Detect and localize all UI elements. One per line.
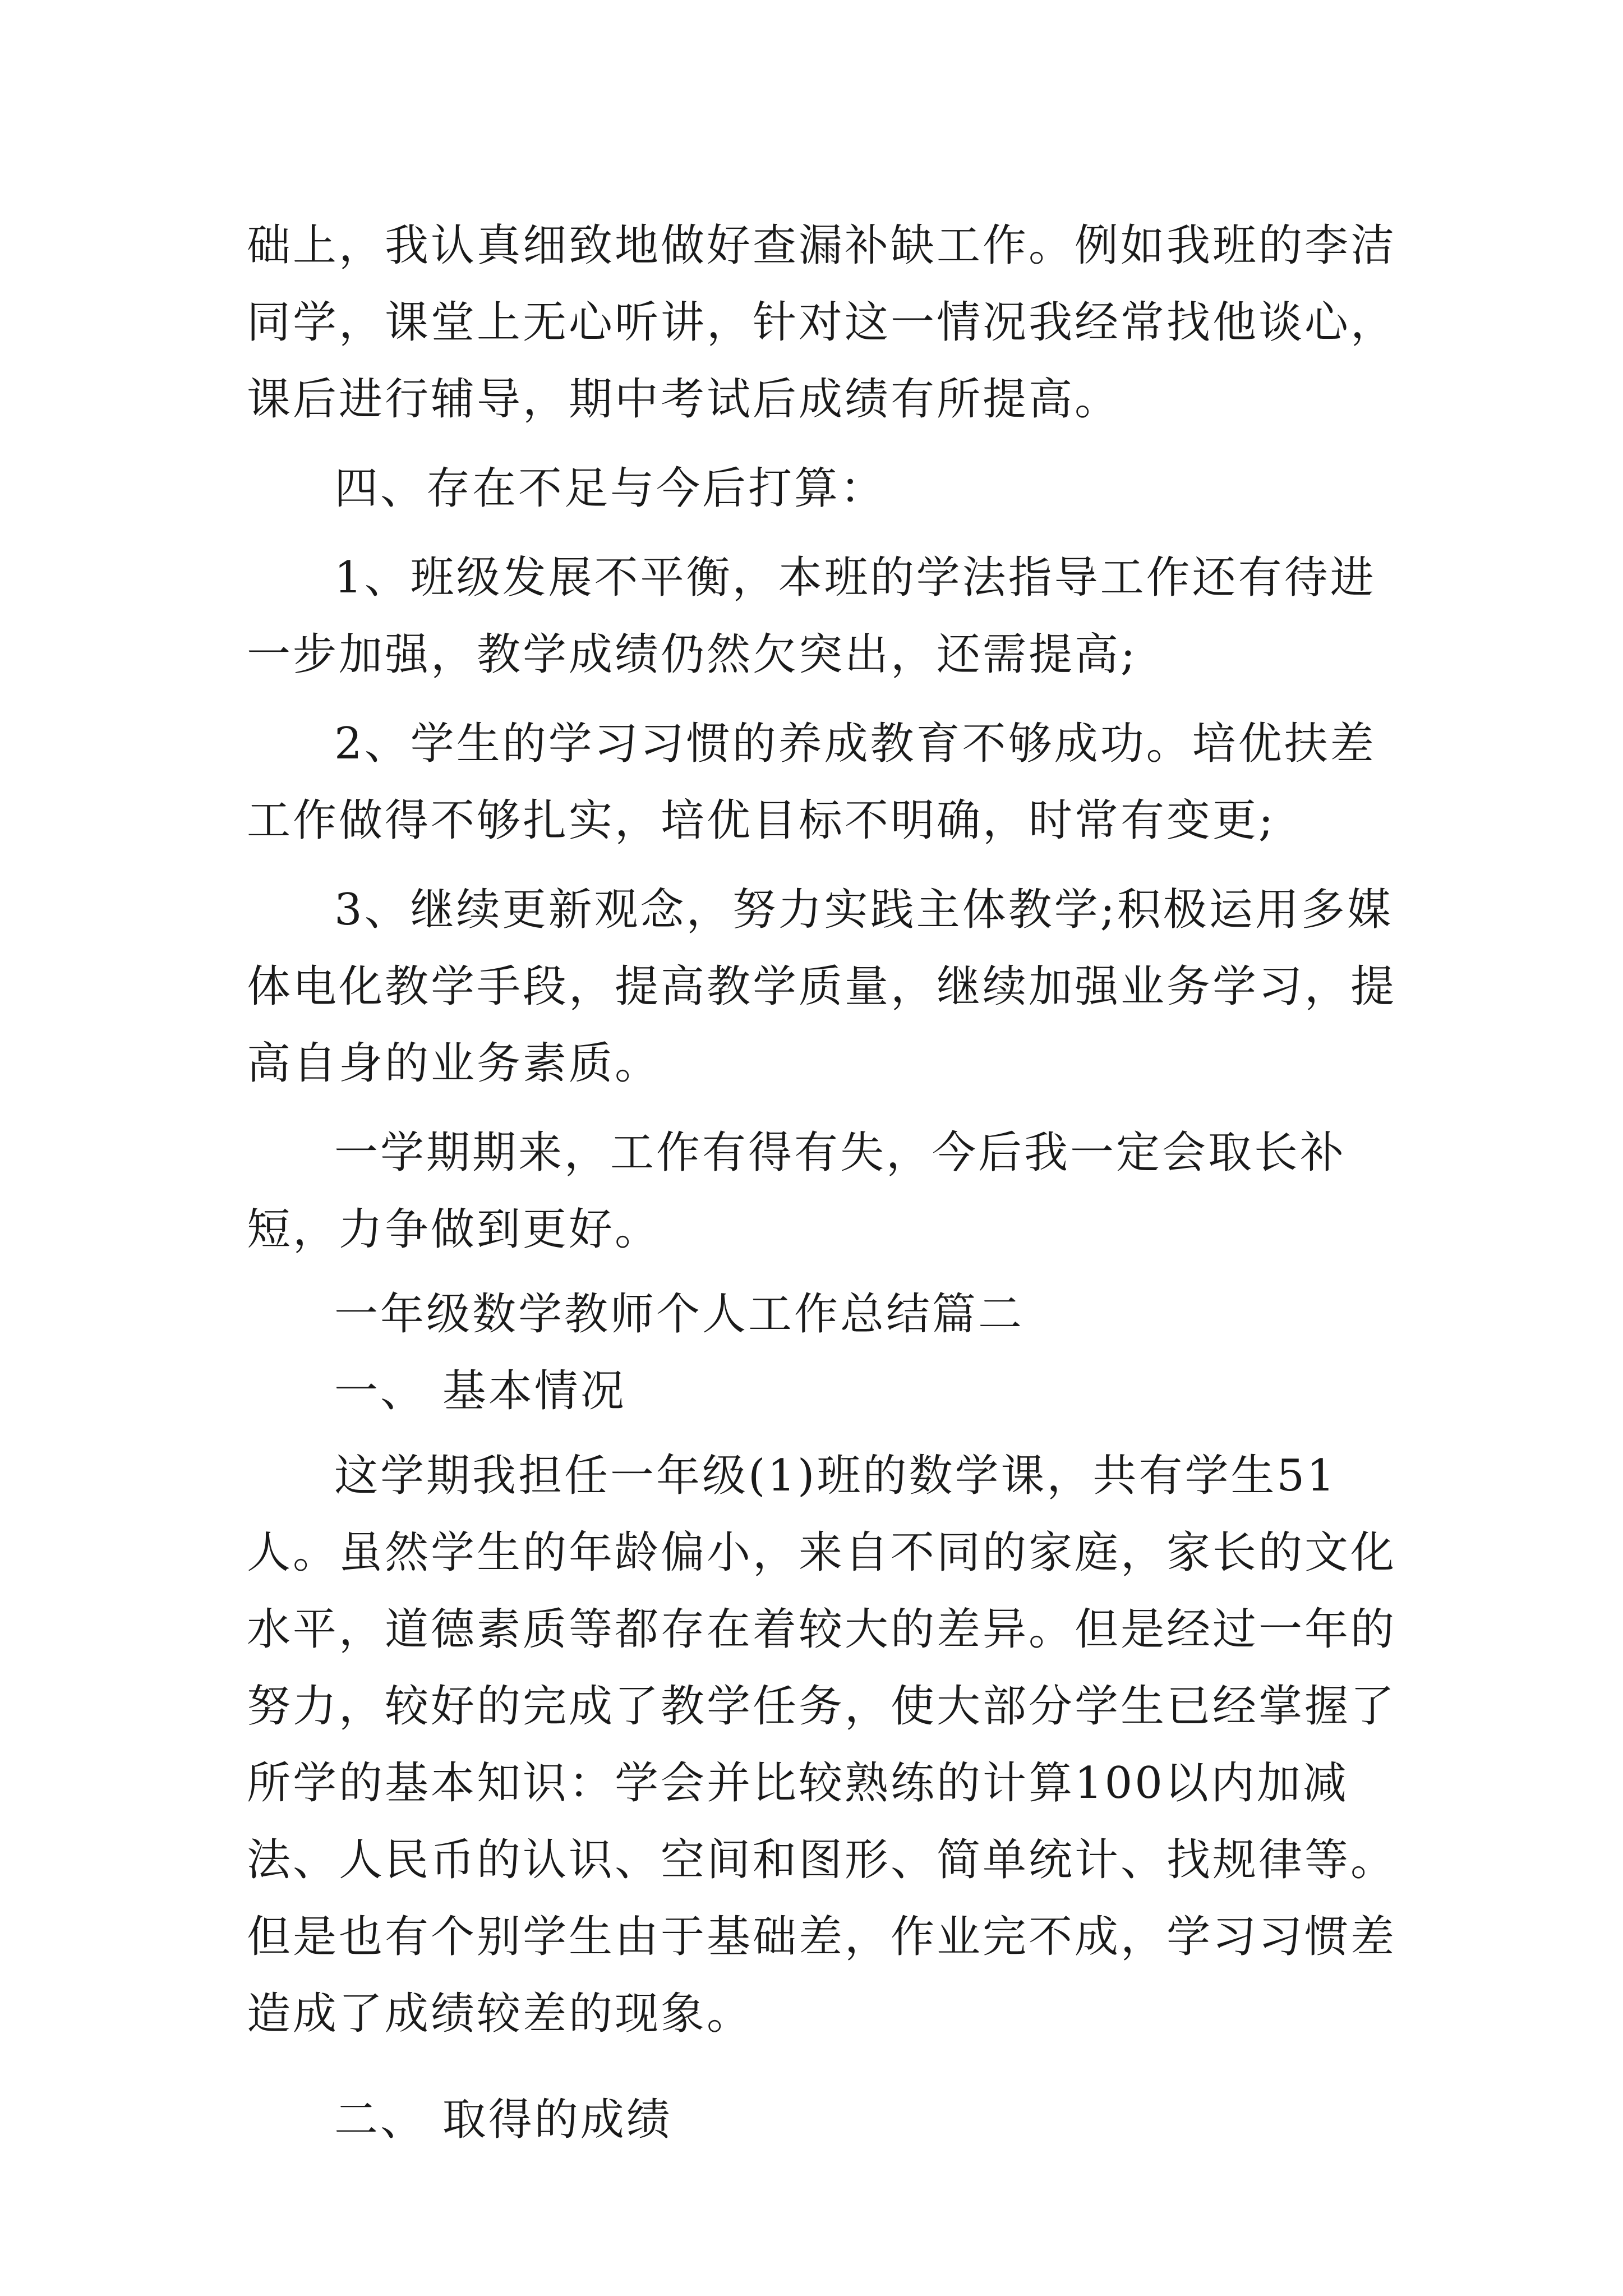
document-page <box>247 208 1396 2159</box>
article-title: 一年级数学教师个人工作总结篇二 <box>334 1289 1025 1340</box>
body-paragraph: 这学期我担任一年级(1)班的数学课，共有学生51人。虽然学生的年龄偏小，来自不同的家庭，家长的文化水平，道德素质等都存在着较大的差异。但是经过一年的努力，较好的完成了教学任务，使大部分学生已经掌握了所学的基本知识：学会并比较熟练的计算100以内加减法、人民币的认识、空间和图形、简单统计、找规律等。但是也有个别学生由于基础差，作业完不成，学习习惯差造成了成绩较差的现象。 <box>247 1451 1397 2039</box>
list-item-1: 1、班级发展不平衡，本班的学法指导工作还有待进一步加强，教学成绩仍然欠突出，还需提高; <box>247 553 1376 680</box>
list-item-2: 2、学生的学习习惯的养成教育不够成功。培优扶差工作做得不够扎实，培优目标不明确，时常有变更; <box>247 719 1376 846</box>
section-heading-4: 四、存在不足与今后打算： <box>334 463 887 514</box>
closing-paragraph: 一学期期来，工作有得有失，今后我一定会取长补短，力争做到更好。 <box>247 1128 1347 1255</box>
paragraph-continued: 础上，我认真细致地做好查漏补缺工作。例如我班的李洁同学，课堂上无心听讲，针对这一情况我经常找他谈心，课后进行辅导，期中考试后成绩有所提高。 <box>247 220 1397 425</box>
list-item-3: 3、继续更新观念，努力实践主体教学;积极运用多媒体电化教学手段，提高教学质量，继续加强业务学习，提高自身的业务素质。 <box>247 885 1397 1089</box>
section-heading-2: 二、 取得的成绩 <box>334 2095 672 2145</box>
section-heading-1: 一、 基本情况 <box>334 1366 626 1416</box>
